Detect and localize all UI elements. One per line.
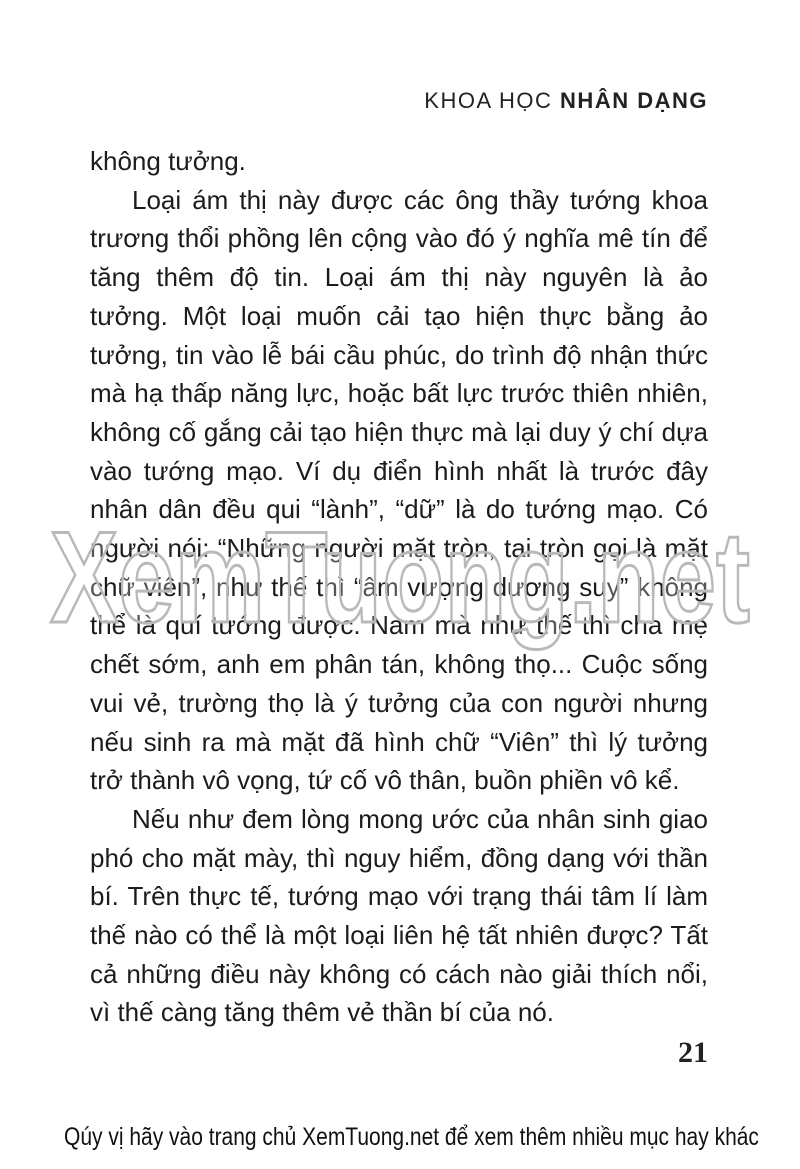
body-text — [90, 142, 708, 1032]
paragraph: Nếu như đem lòng mong ước của nhân sinh giao phó cho mặt mày, thì nguy hiểm, đồng dạng với thần bí. Trên thực tế, tướng mạo với trạng thái tâm lí làm thế nào có thể là một loại liên hệ tất nhiên được? Tất cả những điều này không có cách nào giải thích nổi, vì thế càng tăng thêm vẻ thần bí của nó. — [90, 803, 708, 1028]
running-header — [424, 88, 708, 114]
header-bold: NHÂN DẠNG — [560, 88, 708, 113]
footer-banner: Qúy vị hãy vào trang chủ XemTuong.net để xem thêm nhiều mục hay khác — [64, 1123, 759, 1151]
watermark-text: XemTuong.net — [50, 504, 750, 650]
paragraph: Loại ám thị này được các ông thầy tướng khoa trương thổi phồng lên cộng vào đó ý nghĩa mê tín để tăng thêm độ tin. Loại ám thị này nguyên là ảo tưởng. Một loại muốn cải tạo hiện thực bằng ảo tưởng, tin vào lễ bái cầu phúc, do trình độ nhận thức mà hạ thấp năng lực, hoặc bất lực trước thiên nhiên, không cố gắng cải tạo hiện thực mà lại duy ý chí dựa vào tướng mạo. Ví dụ điển hình nhất là trước đây nhân dân đều qui “lành”, “dữ” là do tướng mạo. Có người nói: “Những người mặt tròn, tai tròn gọi là mặt chữ viên”, như thế thì “âm vượng dương suy” không thể là quí tướng được. Nam mà như thế thì cha mẹ chết sớm, anh em phân tán, không thọ... Cuộc sống vui vẻ, trường thọ là ý tưởng của con người nhưng nếu sinh ra mà mặt đã hình chữ “Viên” thì lý tưởng trở thành vô vọng, tứ cố vô thân, buồn phiền vô kể. — [90, 184, 708, 796]
header-light: KHOA HỌC — [424, 88, 553, 113]
page-number: 21 — [678, 1036, 708, 1069]
paragraph-continuation: không tưởng. — [90, 146, 246, 176]
